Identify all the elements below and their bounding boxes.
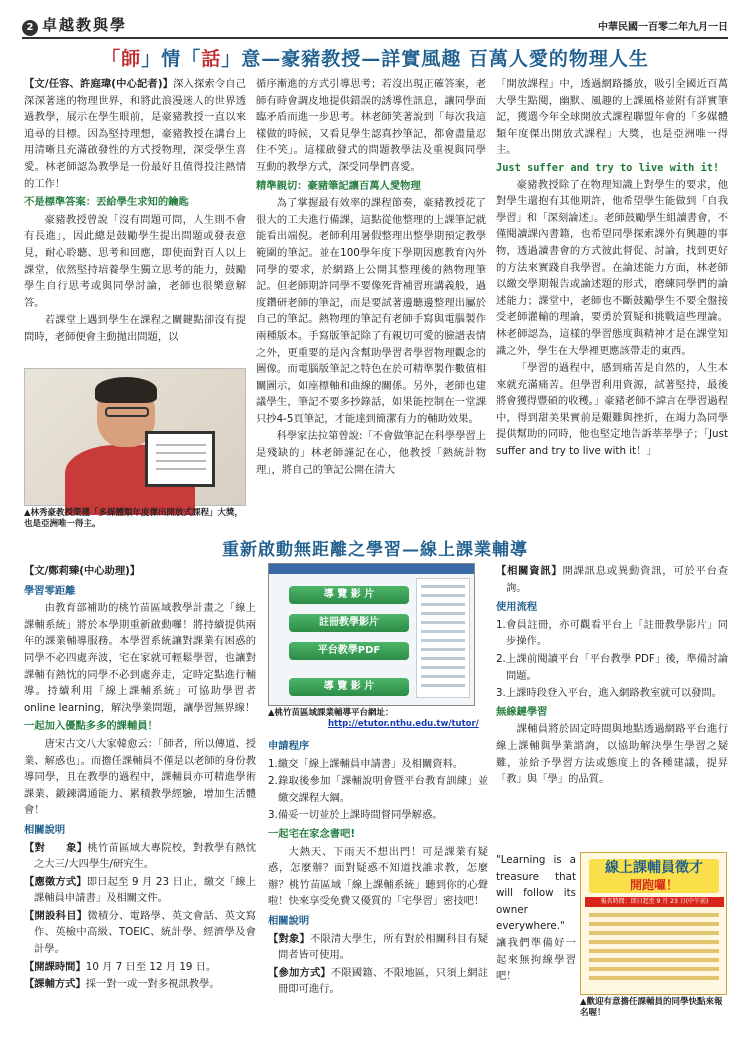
- article2-byline: 【文/鄭莉臻(中心助理)】: [24, 565, 141, 577]
- recruit-poster: [580, 852, 727, 995]
- article2-para-3: 大熱天、下雨天不想出門！可是課業有疑惑，怎麼辦？面對疑惑不知道找誰求教，怎麼辦？桃竹苗區域「線上課輔系統」聽到你的心聲啦！快來享受免費又優質的「宅學習」密技吧！: [268, 845, 488, 908]
- article2-column-2: [268, 735, 488, 1053]
- article2-subheading-1: 一起加入優點多多的課輔員！: [24, 720, 158, 733]
- apply-step-3: 3.備妥一切並於上課時間督同學解惑。: [268, 809, 443, 822]
- page-number: 2: [22, 20, 38, 36]
- headline-word-teacher: 師: [121, 48, 142, 70]
- article1-para-5: 為了掌握最有效率的課程節奏，豪豬教授花了很大的工夫進行備課，這點從他整理的上課筆記就能看出端倪。老師利用暑假整理出整學期預定教學範圍的筆記。並在100學年度下學期因應教育內外同學的要求，於網路上公開其整理後的熱物理筆記。但老師期許同學不要像死背補習班講義般，過度鑽研老師的筆記，而是要試著邊聽邊整理出屬於自己的筆記。熱物理的筆記有老師手寫與電腦製作兩種版本。手寫版筆記除了有親切可愛的臉譜表情之外，更重要的是內含幫助學習者學習物理觀念的圖像。而電腦版筆記之特色在於可精準製作數值相關圖示，如座標軸和曲線的關係。另外，老師也建議學生，筆記不要多抄錄話，如果能控制在一堂課只抄4-5頁筆記，才能達到簡潔有力的輔助效果。: [256, 197, 486, 425]
- poster-title: [589, 859, 719, 893]
- article2-section-3: 申請程序: [268, 740, 310, 752]
- article2-headline: 重新啟動無距離之學習—線上課業輔導: [222, 540, 528, 560]
- screenshot-titlebar: [269, 564, 474, 574]
- paper-name: 卓越教與學: [42, 16, 128, 34]
- headline-mid: 」情「: [141, 48, 202, 70]
- screenshot-pdf-button: 平台教學PDF: [289, 642, 409, 660]
- screenshot-tour-video-button-2: 導 覽 影 片: [289, 678, 409, 696]
- article1-para-3: 若課堂上遇到學生在課程之關鍵點卻沒有提問時，老師便會主動拋出問題，以: [24, 314, 246, 343]
- info-item-audience: 【對象】不限清大學生，所有對於相關科目有疑問者皆可使用。: [268, 932, 489, 962]
- article2-section-2: 相關說明: [24, 823, 66, 836]
- article2-section-5: 使用流程: [496, 601, 538, 614]
- photo-caption: ▲林秀豪教授榮獲「多媒體類年度傑出開放式課程」大獎，也是亞洲唯一得主。: [24, 508, 244, 529]
- info-item-time: 【開課時間】10 月 7 日至 12 月 19 日。: [24, 960, 217, 973]
- article1-para-1: 深入探索令自己深深著迷的物理世界，和將此浪漫迷人的世界透過教學，展示在學生眼前，是豪豬教授一直以來追尋的目標。因為堅持理想，豪豬教授在講台上用清晰且充滿啟發性的方式授物理，深受學生喜愛。林老師認為教學是一份最好且值得投注熱情的工作！: [24, 78, 246, 190]
- screenshot-tour-video-button: 導 覽 影 片: [289, 586, 409, 604]
- poster-title-line-1: 線上課輔員徵才: [605, 860, 703, 876]
- article1-subheading-2: 精準親切：豪豬筆記讓百萬人愛物理: [256, 179, 421, 192]
- platform-url-link[interactable]: http://etutor.nthu.edu.tw/tutor/: [328, 719, 479, 729]
- apply-step-2: 2.錄取後參加「課輔說明會暨平台教育訓練」並繳交課程大綱。: [268, 775, 488, 804]
- info-item-subjects: 【開設科目】微積分、電路學、英文會話、英文寫作、英檢中高級、TOEIC、統計學、經濟學及會計學。: [24, 909, 256, 956]
- article1-byline: 【文/任容、許庭瑋(中心記者)】: [24, 78, 174, 90]
- article1-para-2: 豪豬教授曾說「沒有問題可問，人生則不會有長進」，因此總是鼓勵學生提出問題或發表意見，耐心聆聽、思考和回應，即使面對百人以上課堂，依然堅持培養學生獨立思考的能力，鼓勵學生自行思考或與同學討論，老師也很樂意解答。: [24, 213, 246, 309]
- use-step-2: 2.上課前閱讀平台「平台教學 PDF」後，準備討論問題。: [496, 652, 728, 682]
- masthead: [22, 14, 728, 36]
- poster-detail-lines: [589, 913, 719, 985]
- article2-column-1: [24, 563, 256, 1053]
- issue-date: 中華民國一百零二年九月一日: [598, 22, 728, 33]
- article2-para-2: 唐宋古文八大家韓愈云：「師者，所以傳道、授業、解惑也」。而擔任課輔員不僅是以老師的身份教導同學，且在教學的過程中，課輔員亦可精進學術課業、鍛鍊溝通能力、累積教學經驗，增加生活體會！: [24, 737, 256, 817]
- article1-column-2: [256, 76, 486, 530]
- article2-subheading-3: 無線鏈學習: [496, 705, 548, 718]
- use-step-1: 1.會員註冊，亦可觀看平台上「註冊教學影片」同步操作。: [496, 618, 728, 648]
- article1-para-8: 豪豬教授除了在物理知識上對學生的要求，他對學生還抱有其他期許，他希望學生能做到「自我學習」和「深刻論述」。老師鼓勵學生組讀書會，不僅閱讀課內書籍，也希望同學探索課外有興趣的事物，透過讀書會的方式彼此督促、討論，找到更好的方法來實踐自我學習。在論述能力方面，林老師以繳交學期報告或論述題的形式，磨練同學們的論述能力；課堂中，老師也不斷鼓勵學生不要全盤接受老師灌輸的理論，要勇於質疑和挑戰這些理論。林老師認為，這樣的學習態度與精神才是在課堂知識之外，學生在大學裡更應該帶走的東西。: [496, 178, 728, 357]
- article2-section-4: 相關說明: [268, 914, 310, 927]
- article2-section-1: 學習零距離: [24, 584, 76, 597]
- article1-para-4: 循序漸進的方式引導思考；若沒出現正確答案，老師有時會調皮地提供錯誤的誘導性訊息，讓同學面臨矛盾而進一步思考。林老師笑著說到「每次我這樣做的時候，又看見學生認真抄筆記，都會盡量忍住不笑」。這樣啟發式的問題教學法及重視與同學互動的教學方式，深受同學們喜愛。: [256, 78, 486, 173]
- poster-caption: ▲歡迎有意擔任課輔員的同學快點來報名喔！: [580, 997, 723, 1018]
- info-item-apply: 【應徵方式】即日起至 9 月 23 日止，繳交「線上課輔員申請書」及相關文件。: [24, 875, 256, 905]
- article2-quote: [496, 852, 576, 983]
- article1-headline: [22, 44, 728, 71]
- info-item-participation: 【參加方式】不限國籍、不限地區，只須上網註冊即可進行。: [268, 966, 489, 996]
- use-step-3: 3.上課時段登入平台，進入網路教室就可以發問。: [496, 687, 723, 700]
- article1-column-3: [496, 76, 728, 530]
- screenshot-register-video-button: 註冊教學影片: [289, 614, 409, 632]
- article2-column-3: [496, 563, 728, 853]
- info-item-news: 【相關資訊】開課訊息或異動資訊，可於平台查詢。: [496, 565, 729, 594]
- info-item-method: 【課輔方式】採一對一或一對多視訊教學。: [24, 978, 220, 991]
- poster-deadline-strip: 報名時間：即日起至 9 月 23 日(中午前): [585, 897, 724, 907]
- headline-quote-open: 「: [101, 48, 122, 70]
- certificate-image: [145, 431, 215, 487]
- article1-subheading-3: Just suffer and try to live with it!: [496, 161, 720, 174]
- article2-para-4: 課輔員將於固定時間與地點透過網路平台進行線上課輔與學業諮詢，以協助解決學生學習之疑難，並給予學習方法或態度上的各種建議，提昇「教」與「學」的品質。: [496, 723, 728, 786]
- learning-quote: "Learning is a treasure that will follow its owner everywhere." 讓我們準備好一起來無拘線學習吧！: [496, 854, 576, 983]
- headline-word-talk: 話: [201, 48, 222, 70]
- screenshot-caption-text: ▲桃竹苗區域課業輔導平台網址：: [268, 708, 394, 718]
- article2-subheading-2: 一起宅在家念書吧!: [268, 827, 356, 840]
- article1-para-6: 科學家法拉第曾說:「不會做筆記在科學學習上是殘缺的」林老師謹記在心，他教授「熱統計物理」，將自己的筆記公開在清大: [256, 430, 486, 476]
- article1-body-1: [24, 76, 246, 192]
- header-rule: [22, 37, 728, 39]
- article2-para-1: 由教育部補助的桃竹苗區域教學計畫之「線上課輔系統」將於本學期重新啟動囉！將持續提供兩年的課業輔導服務。本學習系統讓對課業有困惑的同學不必四處奔波，宅在家就可輕鬆學習，也讓對課輔有熱忱的同學不必到處奔走，定時定點進行輔導。持續利用「線上課輔系統」可協助學習者 online learning，解決學業問題，讓學習無界線！: [24, 602, 256, 714]
- headline-rest: 」意—豪豬教授—詳實風趣 百萬人愛的物理人生: [221, 48, 649, 70]
- info-item-target: 【對 象】桃竹苗區域大專院校，對教學有熱忱之大三/大四學生/研究生。: [24, 841, 256, 871]
- article1-subheading-1: 不是標準答案：丟給學生求知的鑰匙: [24, 196, 189, 209]
- platform-screenshot: [268, 563, 475, 706]
- article1-para-9: 「學習的過程中，感到痛苦是自然的，人生本來就充滿痛苦。但學習利用資源，試著堅持，最後將會獲得豐碩的收穫。」豪豬老師不諱言在學習過程中，得到甜美果實前是艱難與挫折，在竭力為同學提供幫助的同時，他也堅定地告訴莘莘學子；「Just suffer and try to live with it！」: [496, 362, 728, 458]
- professor-photo: [24, 368, 246, 506]
- article1-para-7: 「開放課程」中，透過網路播放，吸引全國近百萬大學生點閱，幽默、風趣的上課風格並附有詳實筆記，獲選今年全球開放式課程聯盟年會的「多媒體類年度傑出開放式課程」大獎，也是亞洲唯一得主。: [496, 78, 728, 157]
- article1-column-1: [24, 76, 246, 366]
- apply-step-1: 1.繳交「線上課輔員申請書」及相關資料。: [268, 757, 464, 770]
- screenshot-sidebar: [416, 578, 470, 698]
- poster-title-line-2: 開跑囉！: [629, 878, 678, 892]
- screenshot-caption: [268, 708, 498, 730]
